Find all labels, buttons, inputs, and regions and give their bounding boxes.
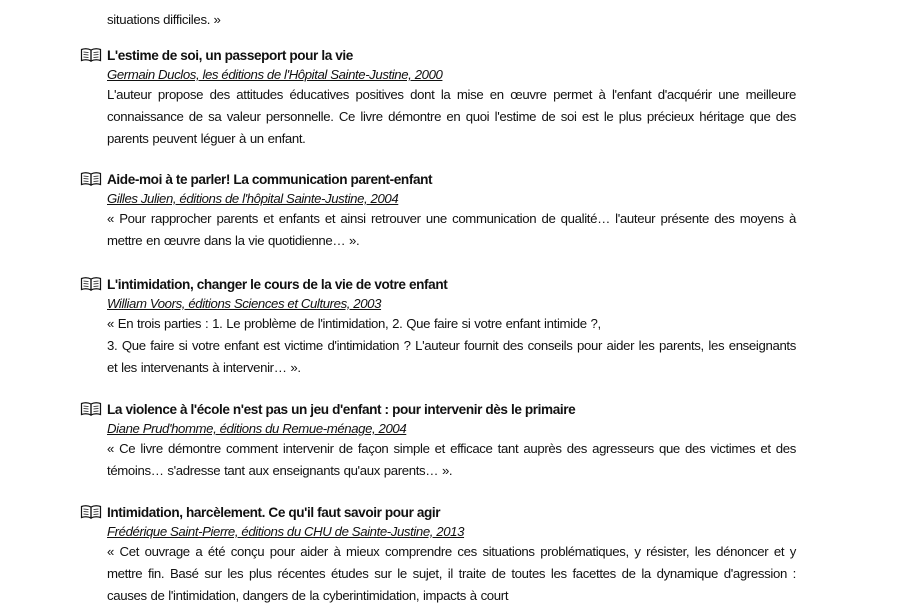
- book-description: « Cet ouvrage a été conçu pour aider à mieux comprendre ces situations problématiques, y résister, les dénoncer et y mettre fin. Basé sur les plus récentes études sur le sujet, il traite de toutes les facettes de la dynamique d'agression : causes de l'intimidation, dangers de la cyberintimidation, impacts à court: [107, 544, 796, 603]
- book-entry: [80, 502, 796, 607]
- book-credit: William Voors, éditions Sciences et Cultures, 2003: [107, 296, 382, 311]
- entry-title-row: [80, 399, 796, 419]
- book-description: L'auteur propose des attitudes éducatives positives dont la mise en œuvre permet à l'enfant d'acquérir une meilleure connaissance de sa valeur personnelle. Ce livre démontre en quoi l'estime de soi est le plus précieux héritage que des parents peuvent léguer à un enfant.: [107, 87, 796, 146]
- book-description-line-1: « En trois parties : 1. Le problème de l'intimidation, 2. Que faire si votre enfant intimide ?,: [107, 316, 601, 331]
- book-credit: Diane Prud'homme, éditions du Remue-ménage, 2004: [107, 421, 407, 436]
- open-book-icon: [80, 504, 102, 520]
- book-credit: Frédérique Saint-Pierre, éditions du CHU de Sainte-Justine, 2013: [107, 524, 465, 539]
- book-title: L'estime de soi, un passeport pour la vie: [107, 47, 353, 63]
- book-description: « Ce livre démontre comment intervenir de façon simple et efficace tant auprès des agresseurs que des victimes et des témoins… s'adresse tant aux enseignants qu'aux parents… ».: [107, 441, 796, 478]
- book-description: « Pour rapprocher parents et enfants et ainsi retrouver une communication de qualité… l'auteur présente des moyens à mettre en œuvre dans la vie quotidienne… ».: [107, 211, 796, 248]
- book-title: La violence à l'école n'est pas un jeu d'enfant : pour intervenir dès le primaire: [107, 401, 576, 417]
- entry-title-row: [80, 169, 796, 189]
- entry-title-row: [80, 45, 796, 65]
- book-credit: Gilles Julien, éditions de l'hôpital Sainte-Justine, 2004: [107, 191, 399, 206]
- book-title: L'intimidation, changer le cours de la vie de votre enfant: [107, 276, 448, 292]
- open-book-icon: [80, 171, 102, 187]
- open-book-icon: [80, 401, 102, 417]
- book-title: Intimidation, harcèlement. Ce qu'il faut savoir pour agir: [107, 504, 441, 520]
- book-credit: Germain Duclos, les éditions de l'Hôpital Sainte-Justine, 2000: [107, 67, 443, 82]
- book-entry: [80, 169, 796, 252]
- open-book-icon: [80, 47, 102, 63]
- entry-title-row: [80, 502, 796, 522]
- book-title: Aide-moi à te parler! La communication parent-enfant: [107, 171, 433, 187]
- intro-paragraph-tail: [107, 0, 795, 31]
- book-entry: [80, 274, 796, 379]
- book-entry: [80, 45, 796, 150]
- entry-title-row: [80, 274, 796, 294]
- open-book-icon: [80, 276, 102, 292]
- book-description-line-2: 3. Que faire si votre enfant est victime d'intimidation ? L'auteur fournit des conseils pour aider les parents, les enseignants et les intervenants à intervenir… ».: [107, 338, 796, 375]
- intro-line-1: [107, 0, 795, 9]
- book-entry: [80, 399, 796, 482]
- intro-line-2: situations difficiles. »: [107, 12, 221, 27]
